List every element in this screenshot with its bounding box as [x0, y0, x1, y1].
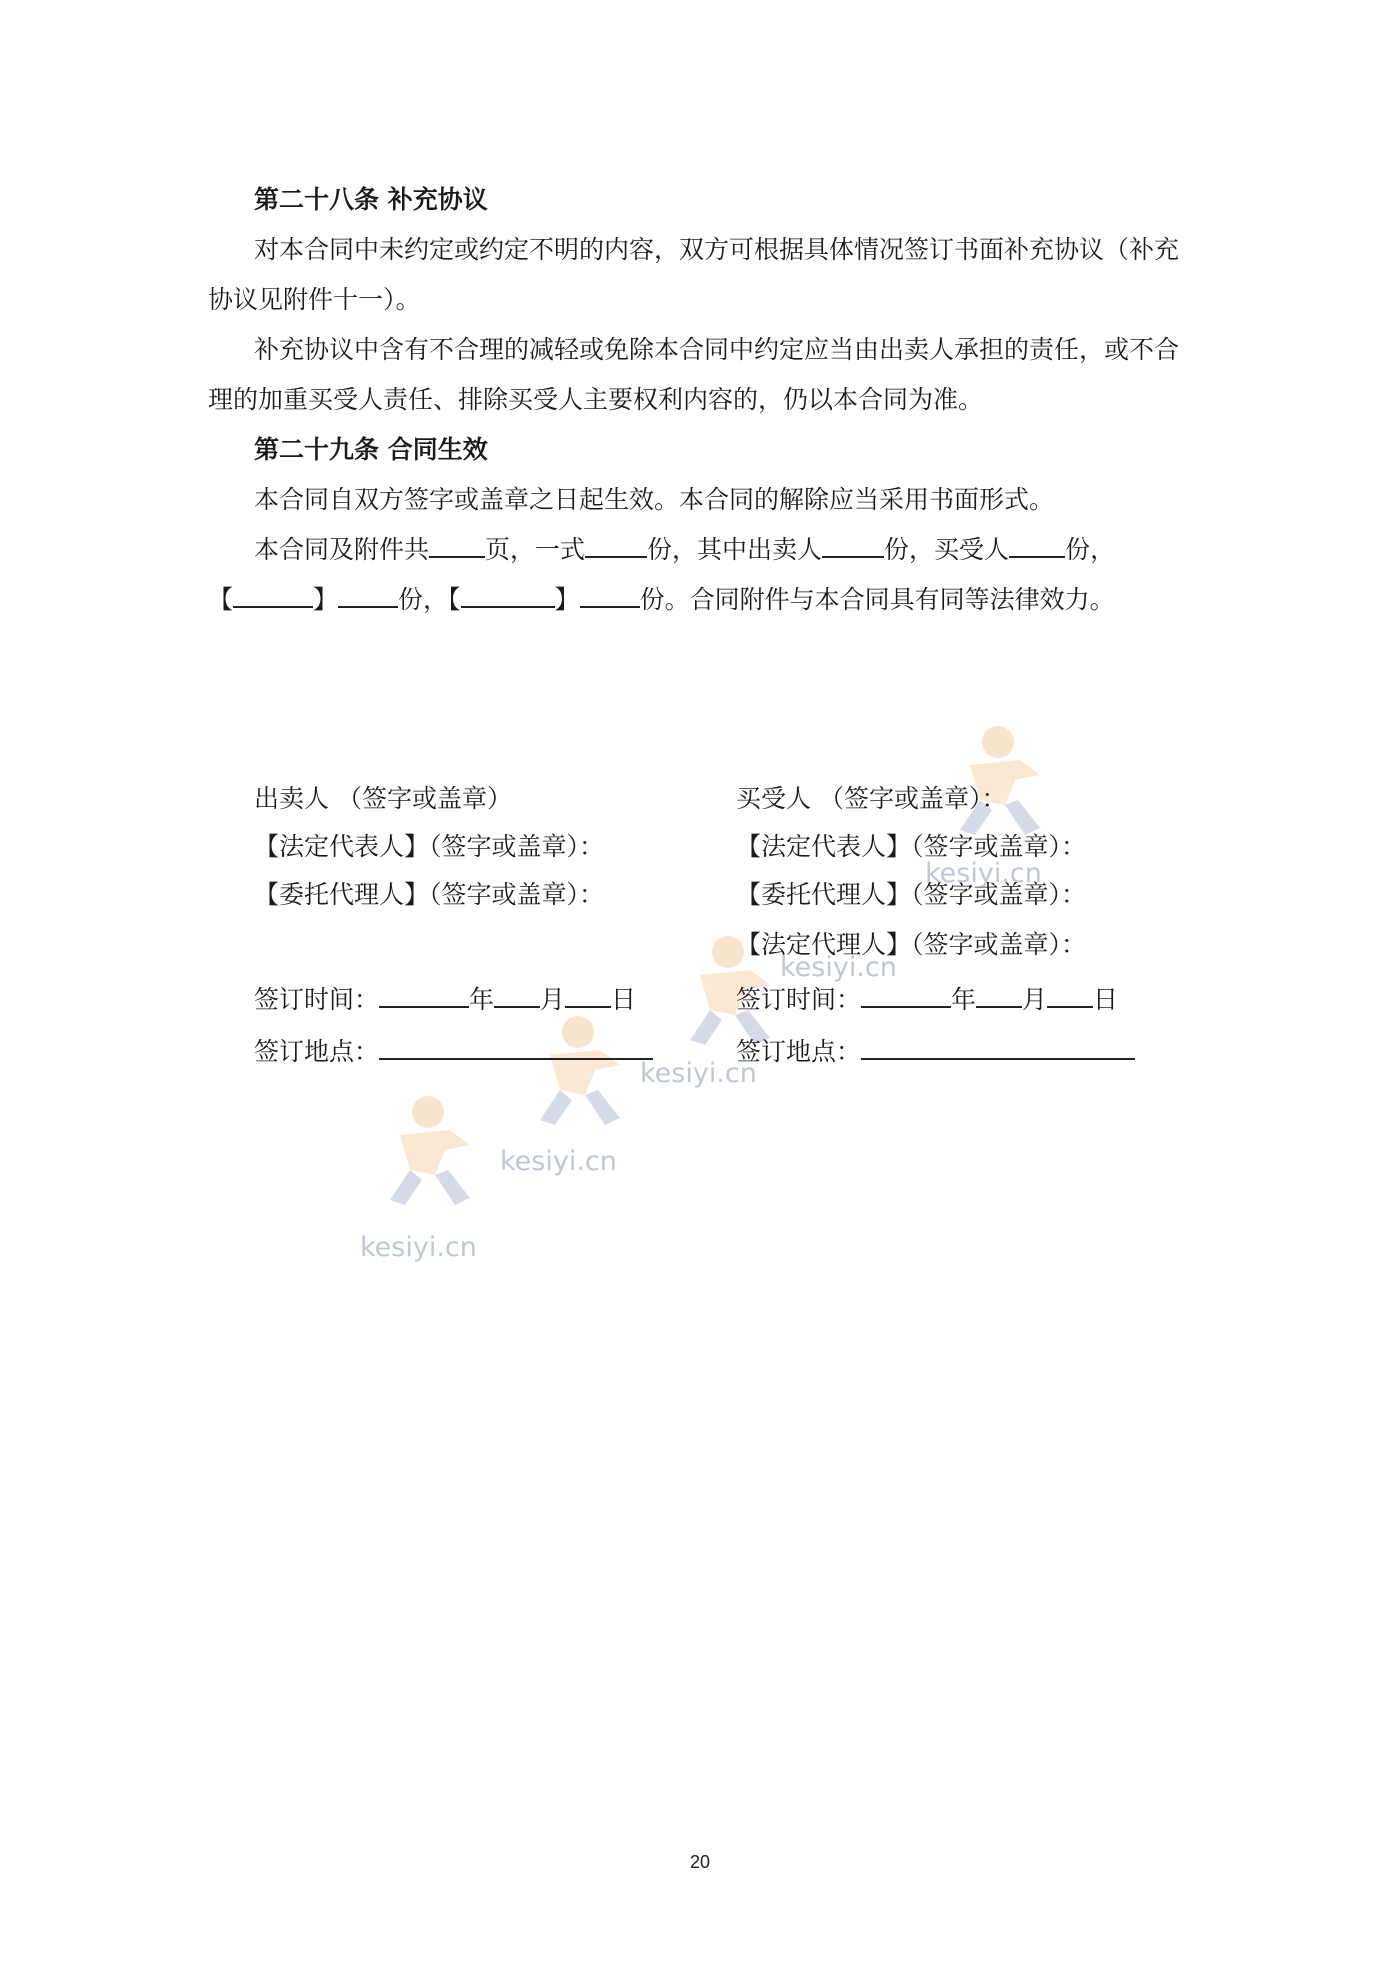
watermark-text-2: kesiyi.cn — [780, 952, 897, 983]
page-number: 20 — [689, 1852, 711, 1872]
page-count-blank[interactable] — [429, 530, 485, 558]
seller-day-blank[interactable] — [565, 980, 611, 1008]
buyer-legal-guardian-line: 【法定代理人】（签字或盖章）： — [736, 930, 1087, 959]
seller-year-label: 年 — [469, 985, 495, 1014]
seller-signature-line: 出卖人 （签字或盖章） — [254, 784, 512, 813]
watermark-text-4: kesiyi.cn — [500, 1146, 617, 1177]
other-party-2-blank[interactable] — [461, 580, 555, 608]
article-28-paragraph-2-line-1: 补充协议中含有不合理的减轻或免除本合同中约定应当由出卖人承担的责任，或不合 — [254, 335, 1180, 364]
buyer-signing-place — [736, 1032, 1135, 1067]
seller-day-label: 日 — [611, 985, 637, 1014]
article-29-heading: 第二十九条 合同生效 — [254, 435, 488, 464]
buyer-day-blank[interactable] — [1047, 980, 1093, 1008]
copies-text-2: 页，一式 — [485, 535, 586, 564]
bracket-close-2: 】 — [554, 585, 580, 614]
watermark-text-3: kesiyi.cn — [640, 1058, 757, 1089]
seller-signing-date — [254, 980, 636, 1015]
seller-signing-place — [254, 1032, 653, 1067]
bracket-open-2: 份，【 — [398, 585, 461, 614]
bracket-open-1: 【 — [208, 585, 234, 614]
copies-text-5: 份， — [1065, 535, 1116, 564]
buyer-month-label: 月 — [1022, 985, 1048, 1014]
buyer-signature-line: 买受人 （签字或盖章）： — [736, 784, 1007, 813]
seller-agent-line: 【委托代理人】（签字或盖章）： — [254, 880, 605, 909]
seller-date-label: 签订时间： — [254, 985, 380, 1014]
seller-month-blank[interactable] — [494, 980, 540, 1008]
seller-month-label: 月 — [540, 985, 566, 1014]
total-copies-blank[interactable] — [585, 530, 647, 558]
article-28-paragraph-2-line-2: 理的加重买受人责任、排除买受人主要权利内容的，仍以本合同为准。 — [208, 385, 984, 414]
watermark-figure-4 — [350, 1090, 490, 1220]
seller-place-label: 签订地点： — [254, 1037, 380, 1066]
article-29-paragraph-1: 本合同自双方签字或盖章之日起生效。本合同的解除应当采用书面形式。 — [254, 485, 1055, 514]
other-party-2-copies-blank[interactable] — [580, 580, 640, 608]
buyer-agent-line: 【委托代理人】（签字或盖章）： — [736, 880, 1087, 909]
copies-text-4: 份，买受人 — [884, 535, 1010, 564]
article-28-paragraph-1-line-1: 对本合同中未约定或约定不明的内容，双方可根据具体情况签订书面补充协议（补充 — [254, 235, 1180, 264]
seller-place-blank[interactable] — [379, 1032, 653, 1060]
seller-legal-rep-line: 【法定代表人】（签字或盖章）： — [254, 832, 605, 861]
buyer-place-blank[interactable] — [861, 1032, 1135, 1060]
watermark-text-1: kesiyi.cn — [925, 858, 1042, 889]
other-party-1-copies-blank[interactable] — [338, 580, 398, 608]
other-party-1-blank[interactable] — [233, 580, 313, 608]
copies-text-1: 本合同及附件共 — [254, 535, 430, 564]
buyer-year-blank[interactable] — [861, 980, 951, 1008]
bracket-close-1: 】 — [313, 585, 339, 614]
article-28-heading: 第二十八条 补充协议 — [254, 185, 488, 214]
seller-copies-blank[interactable] — [822, 530, 884, 558]
article-29-paragraph-3 — [208, 576, 1168, 624]
buyer-month-blank[interactable] — [976, 980, 1022, 1008]
buyer-signing-date — [736, 980, 1118, 1015]
buyer-day-label: 日 — [1093, 985, 1119, 1014]
seller-year-blank[interactable] — [379, 980, 469, 1008]
closing-text: 份。合同附件与本合同具有同等法律效力。 — [639, 585, 1115, 614]
buyer-date-label: 签订时间： — [736, 985, 862, 1014]
watermark-figure-3 — [500, 1010, 640, 1140]
copies-text-3: 份，其中出卖人 — [647, 535, 823, 564]
buyer-year-label: 年 — [951, 985, 977, 1014]
buyer-copies-blank[interactable] — [1009, 530, 1065, 558]
watermark-text-5: kesiyi.cn — [360, 1232, 477, 1263]
article-29-paragraph-2 — [254, 526, 1214, 574]
buyer-legal-rep-line: 【法定代表人】（签字或盖章）： — [736, 832, 1087, 861]
article-28-paragraph-1-line-2: 协议见附件十一）。 — [208, 285, 421, 314]
buyer-place-label: 签订地点： — [736, 1037, 862, 1066]
